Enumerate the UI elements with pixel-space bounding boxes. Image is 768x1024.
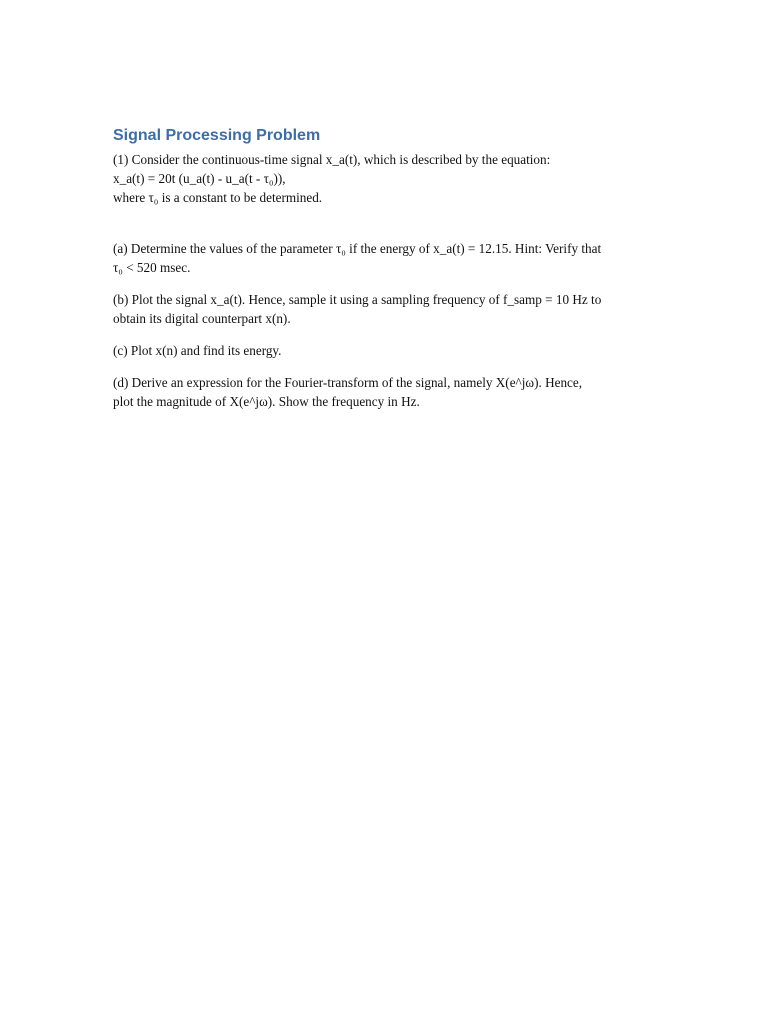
document-body — [113, 125, 658, 424]
question-b-line2: obtain its digital counterpart x(n). — [113, 311, 291, 326]
question-a — [113, 239, 658, 277]
signal-equation: x_a(t) = 20t (u_a(t) - u_a(t - τ₀)), — [113, 171, 286, 186]
question-d-line1: (d) Derive an expression for the Fourier-transform of the signal, namely X(e^jω). Hence, — [113, 375, 583, 390]
question-d — [113, 373, 658, 411]
question-a-line1: (a) Determine the values of the parameter τ₀ if the energy of x_a(t) = 12.15. Hint: Verify that — [113, 241, 602, 256]
document-title: Signal Processing Problem — [113, 127, 321, 144]
question-b-line1: (b) Plot the signal x_a(t). Hence, sample it using a sampling frequency of f_samp = 10 Hz to — [113, 292, 602, 307]
question-b — [113, 290, 658, 328]
question-c-line1: (c) Plot x(n) and find its energy. — [113, 343, 282, 358]
question-c — [113, 341, 658, 360]
constant-note: where τ₀ is a constant to be determined. — [113, 190, 323, 205]
problem-intro-line: (1) Consider the continuous-time signal x_a(t), which is described by the equation: — [113, 152, 551, 167]
question-d-line2: plot the magnitude of X(e^jω). Show the frequency in Hz. — [113, 394, 420, 409]
problem-statement — [113, 150, 658, 207]
question-a-line2: τ₀ < 520 msec. — [113, 260, 191, 275]
